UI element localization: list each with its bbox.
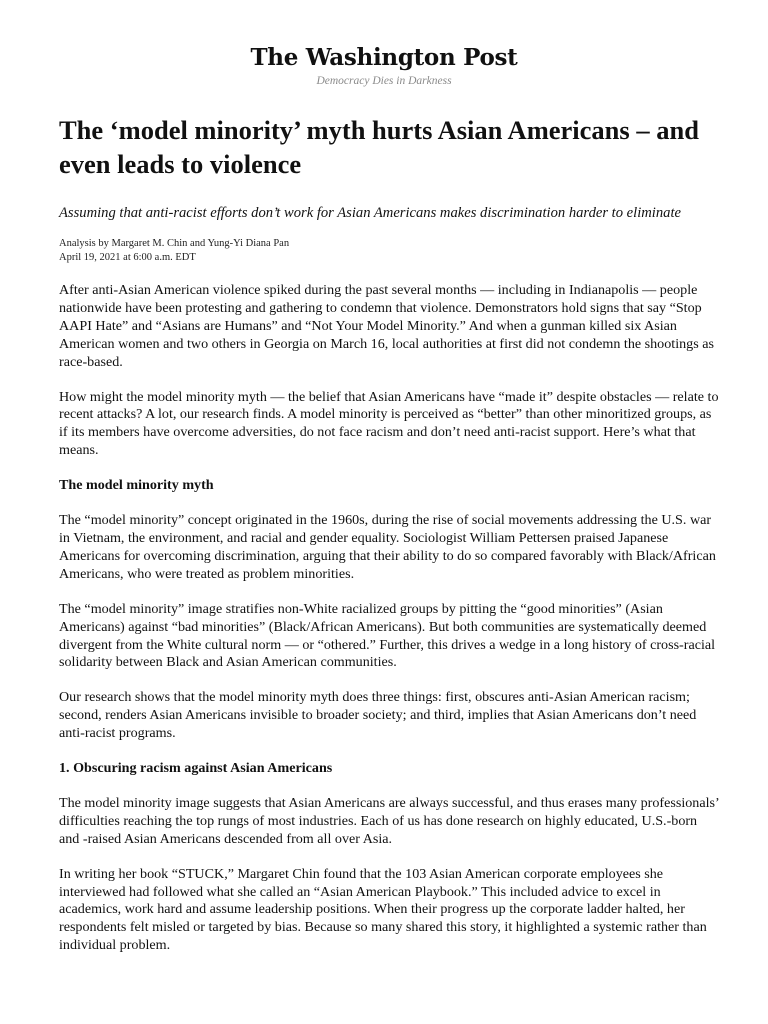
section-heading: 1. Obscuring racism against Asian Americans (59, 760, 333, 777)
body-paragraph: After anti-Asian American violence spiked during the past several months — including in Indianapolis — people nationwide have been protesting and gathering to condemn that violence. Demonstrators hold signs that say “Stop AAPI Hate” and “Asians are Humans” and “Not Your Model Minority.” And when a gunman killed six Asian American women and two others in Georgia on March 16, local authorities at first did not condemn the shootings as race-based. (59, 282, 714, 370)
publication-tagline: Democracy Dies in Darkness (316, 75, 452, 87)
article-dek: Assuming that anti-racist efforts don’t work for Asian Americans makes discrimination harder to eliminate (59, 205, 681, 221)
article-date: April 19, 2021 at 6:00 a.m. EDT (59, 251, 196, 263)
masthead (0, 44, 768, 88)
section-heading: The model minority myth (59, 477, 214, 494)
body-paragraph: Our research shows that the model minority myth does three things: first, obscures anti-Asian American racism; second, renders Asian Americans invisible to broader society; and third, implies that Asian Americans don’t need anti-racist programs. (59, 689, 697, 742)
body-paragraph: The “model minority” image stratifies non-White racialized groups by pitting the “good minorities” (Asian Americans) against “bad minorities” (Black/African Americans). But both communities are systematically deemed divergent from the White cultural norm — or “othered.” Further, this drives a wedge in a long history of cross-racial solidarity between Black and Asian American communities. (59, 600, 716, 671)
body-paragraph: The “model minority” concept originated in the 1960s, during the rise of social movements addressing the U.S. war in Vietnam, the environment, and racial and gender equality. Sociologist William Pettersen praised Japanese Americans for overcoming discrimination, arguing that their ability to do so compared favorably with Black/African Americans, who were treated as problem minorities. (59, 512, 716, 582)
article-headline: The ‘model minority’ myth hurts Asian Americans – and even leads to violence (59, 115, 699, 179)
publication-logo[interactable]: The Washington Post (250, 44, 518, 71)
article (59, 113, 719, 972)
body-paragraph: In writing her book “STUCK,” Margaret Chin found that the 103 Asian American corporate employees she interviewed had followed what she called an “Asian American Playbook.” This included advice to excel in academics, work hard and assume leadership positions. When their progress up the corporate ladder halted, her respondents felt misled or targeted by bias. Because so many shared this story, it highlighted a systemic rather than individual problem. (59, 865, 707, 954)
article-byline: Analysis by Margaret M. Chin and Yung-Yi Diana Pan (59, 238, 290, 249)
body-paragraph: How might the model minority myth — the belief that Asian Americans have “made it” despite obstacles — relate to recent attacks? A lot, our research finds. A model minority is perceived as “better” than other minoritized groups, as if its members have overcome adversities, do not face racism and don’t need anti-racist support. Here’s what that means. (59, 388, 719, 459)
article-body (59, 282, 719, 955)
body-paragraph: The model minority image suggests that Asian Americans are always successful, and thus erases many professionals’ difficulties reaching the top rungs of most industries. Each of us has done research on highly educated, U.S.-born and -raised Asian Americans descended from all over Asia. (59, 794, 719, 847)
article-meta (59, 237, 719, 264)
